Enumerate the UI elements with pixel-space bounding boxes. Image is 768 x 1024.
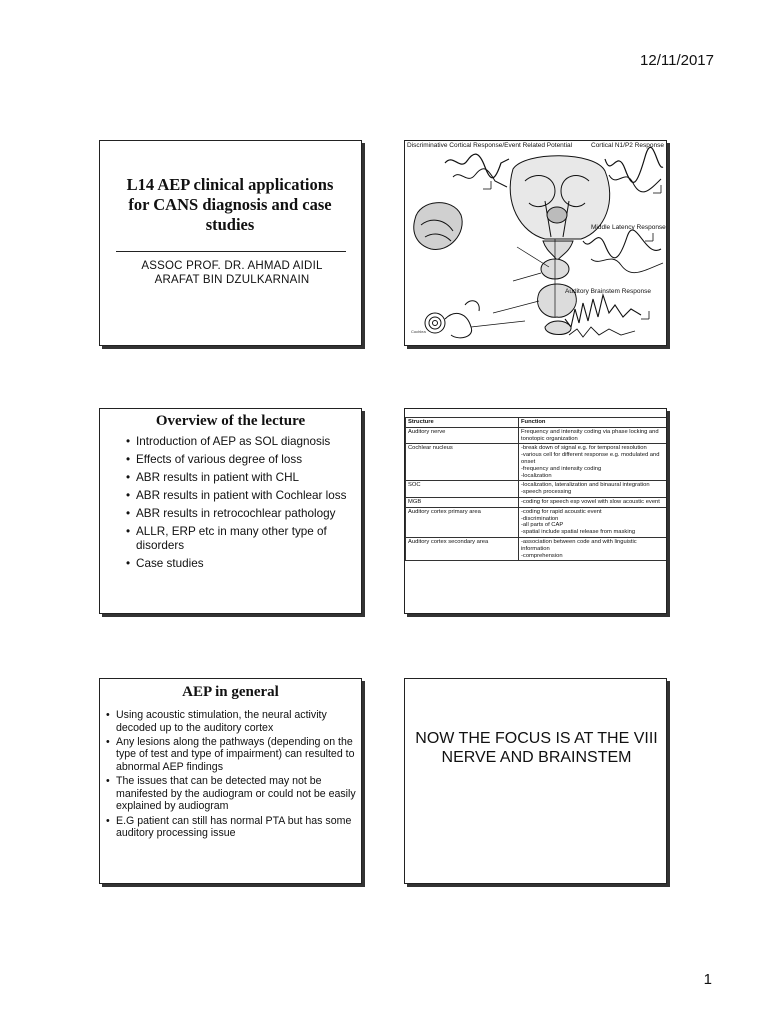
list-item: • Case studies: [126, 557, 354, 571]
mlr-waveform-2: [591, 259, 663, 273]
aep-bullet-list: [106, 709, 360, 841]
slide-focus: [404, 678, 667, 884]
abr-waveform-2: [569, 327, 635, 337]
handout-date: 12/11/2017: [640, 52, 714, 69]
page-number: 1: [703, 971, 712, 988]
slide-author: [114, 259, 350, 287]
n1p2-waveform: [605, 147, 663, 182]
table-cell-structure: Auditory cortex primary area: [406, 507, 519, 537]
erp-waveform-2: [453, 169, 507, 187]
list-item: • ABR results in retrocochlear pathology: [126, 507, 354, 521]
label-abr: Auditory Brainstem Response: [565, 288, 651, 295]
table-cell-function: -association between code and with linguistic information -comprehension: [519, 537, 667, 560]
table-row: [406, 537, 667, 560]
list-item: • Introduction of AEP as SOL diagnosis: [126, 435, 354, 449]
n1p2-waveform-2: [609, 175, 661, 192]
table-cell-structure: Auditory cortex secondary area: [406, 537, 519, 560]
erp-waveform: [445, 154, 509, 178]
slide-auditory-pathway-figure: [404, 140, 667, 346]
list-item: • ABR results in patient with CHL: [126, 471, 354, 485]
table-cell-function: -localization, lateralization and binaural integration -speech processing: [519, 481, 667, 498]
pathway-lines: [471, 239, 555, 327]
author-line-1: ASSOC PROF. DR. AHMAD AIDIL: [141, 260, 323, 272]
slide-aep-general: [99, 678, 362, 884]
slide-overview: [99, 408, 362, 614]
cochlea-illustration: [425, 301, 479, 338]
table-row: [406, 444, 667, 481]
label-discriminative-response: Discriminative Cortical Response/Event Related Potential: [407, 142, 573, 149]
list-item: • ALLR, ERP etc in many other type of disorders: [126, 525, 354, 553]
table-cell-structure: Cochlear nucleus: [406, 444, 519, 481]
table-cell-function: -break down of signal e.g. for temporal resolution -various cell for different response e.g. modulated and onset -frequency and intensity coding -localization: [519, 444, 667, 481]
slide-title-heading: L14 AEP clinical applications for CANS diagnosis and case studies: [126, 175, 334, 234]
list-item: • The issues that can be detected may not be manifested by the audiogram or could not be easily explained by audiogram: [106, 775, 360, 813]
column-header-function: Function: [519, 418, 667, 428]
table-row: [406, 427, 667, 444]
table-row: [406, 507, 667, 537]
table-cell-structure: Auditory nerve: [406, 427, 519, 444]
label-middle-latency: Middle Latency Response: [591, 224, 666, 231]
overview-bullet-list: [126, 435, 354, 575]
slide-aep-general-heading: AEP in general: [182, 684, 279, 700]
author-line-2: ARAFAT BIN DZULKARNAIN: [154, 274, 310, 286]
list-item: • E.G patient can still has normal PTA but has some auditory processing issue: [106, 815, 360, 840]
slide-structure-function-table: [404, 408, 667, 614]
table-row: [406, 497, 667, 507]
auditory-pathway-illustration: [405, 141, 667, 346]
table-cell-function: Frequency and intensity coding via phase locking and tonotopic organization: [519, 427, 667, 444]
list-item: • Effects of various degree of loss: [126, 453, 354, 467]
table-cell-structure: MGB: [406, 497, 519, 507]
mlr-waveform: [583, 230, 661, 258]
table-cell-structure: SOC: [406, 481, 519, 498]
slide-title: [99, 140, 362, 346]
list-item: • Using acoustic stimulation, the neural activity decoded up to the auditory cortex: [106, 709, 360, 734]
column-header-structure: Structure: [406, 418, 519, 428]
list-item: • ABR results in patient with Cochlear loss: [126, 489, 354, 503]
label-cochlea: Cochlea: [411, 329, 426, 334]
slide-focus-text: NOW THE FOCUS IS AT THE VIII NERVE AND BRAINSTEM: [415, 730, 658, 766]
table-cell-function: -coding for speech esp vowel with slow acoustic event: [519, 497, 667, 507]
table-header-row: [406, 418, 667, 428]
list-item: • Any lesions along the pathways (depending on the type of test and type of impairment) can resulted to abnormal AEP findings: [106, 736, 360, 774]
table-cell-function: -coding for rapid acoustic event -discrimination -all parts of CAP -spatial include spatial release from masking: [519, 507, 667, 537]
brain-sagittal: [414, 203, 462, 250]
structure-function-table: [405, 417, 667, 561]
table-row: [406, 481, 667, 498]
label-cortical-response: Cortical N1/P2 Response: [591, 142, 664, 149]
slide-overview-heading: Overview of the lecture: [155, 413, 306, 429]
title-divider: [116, 251, 346, 252]
